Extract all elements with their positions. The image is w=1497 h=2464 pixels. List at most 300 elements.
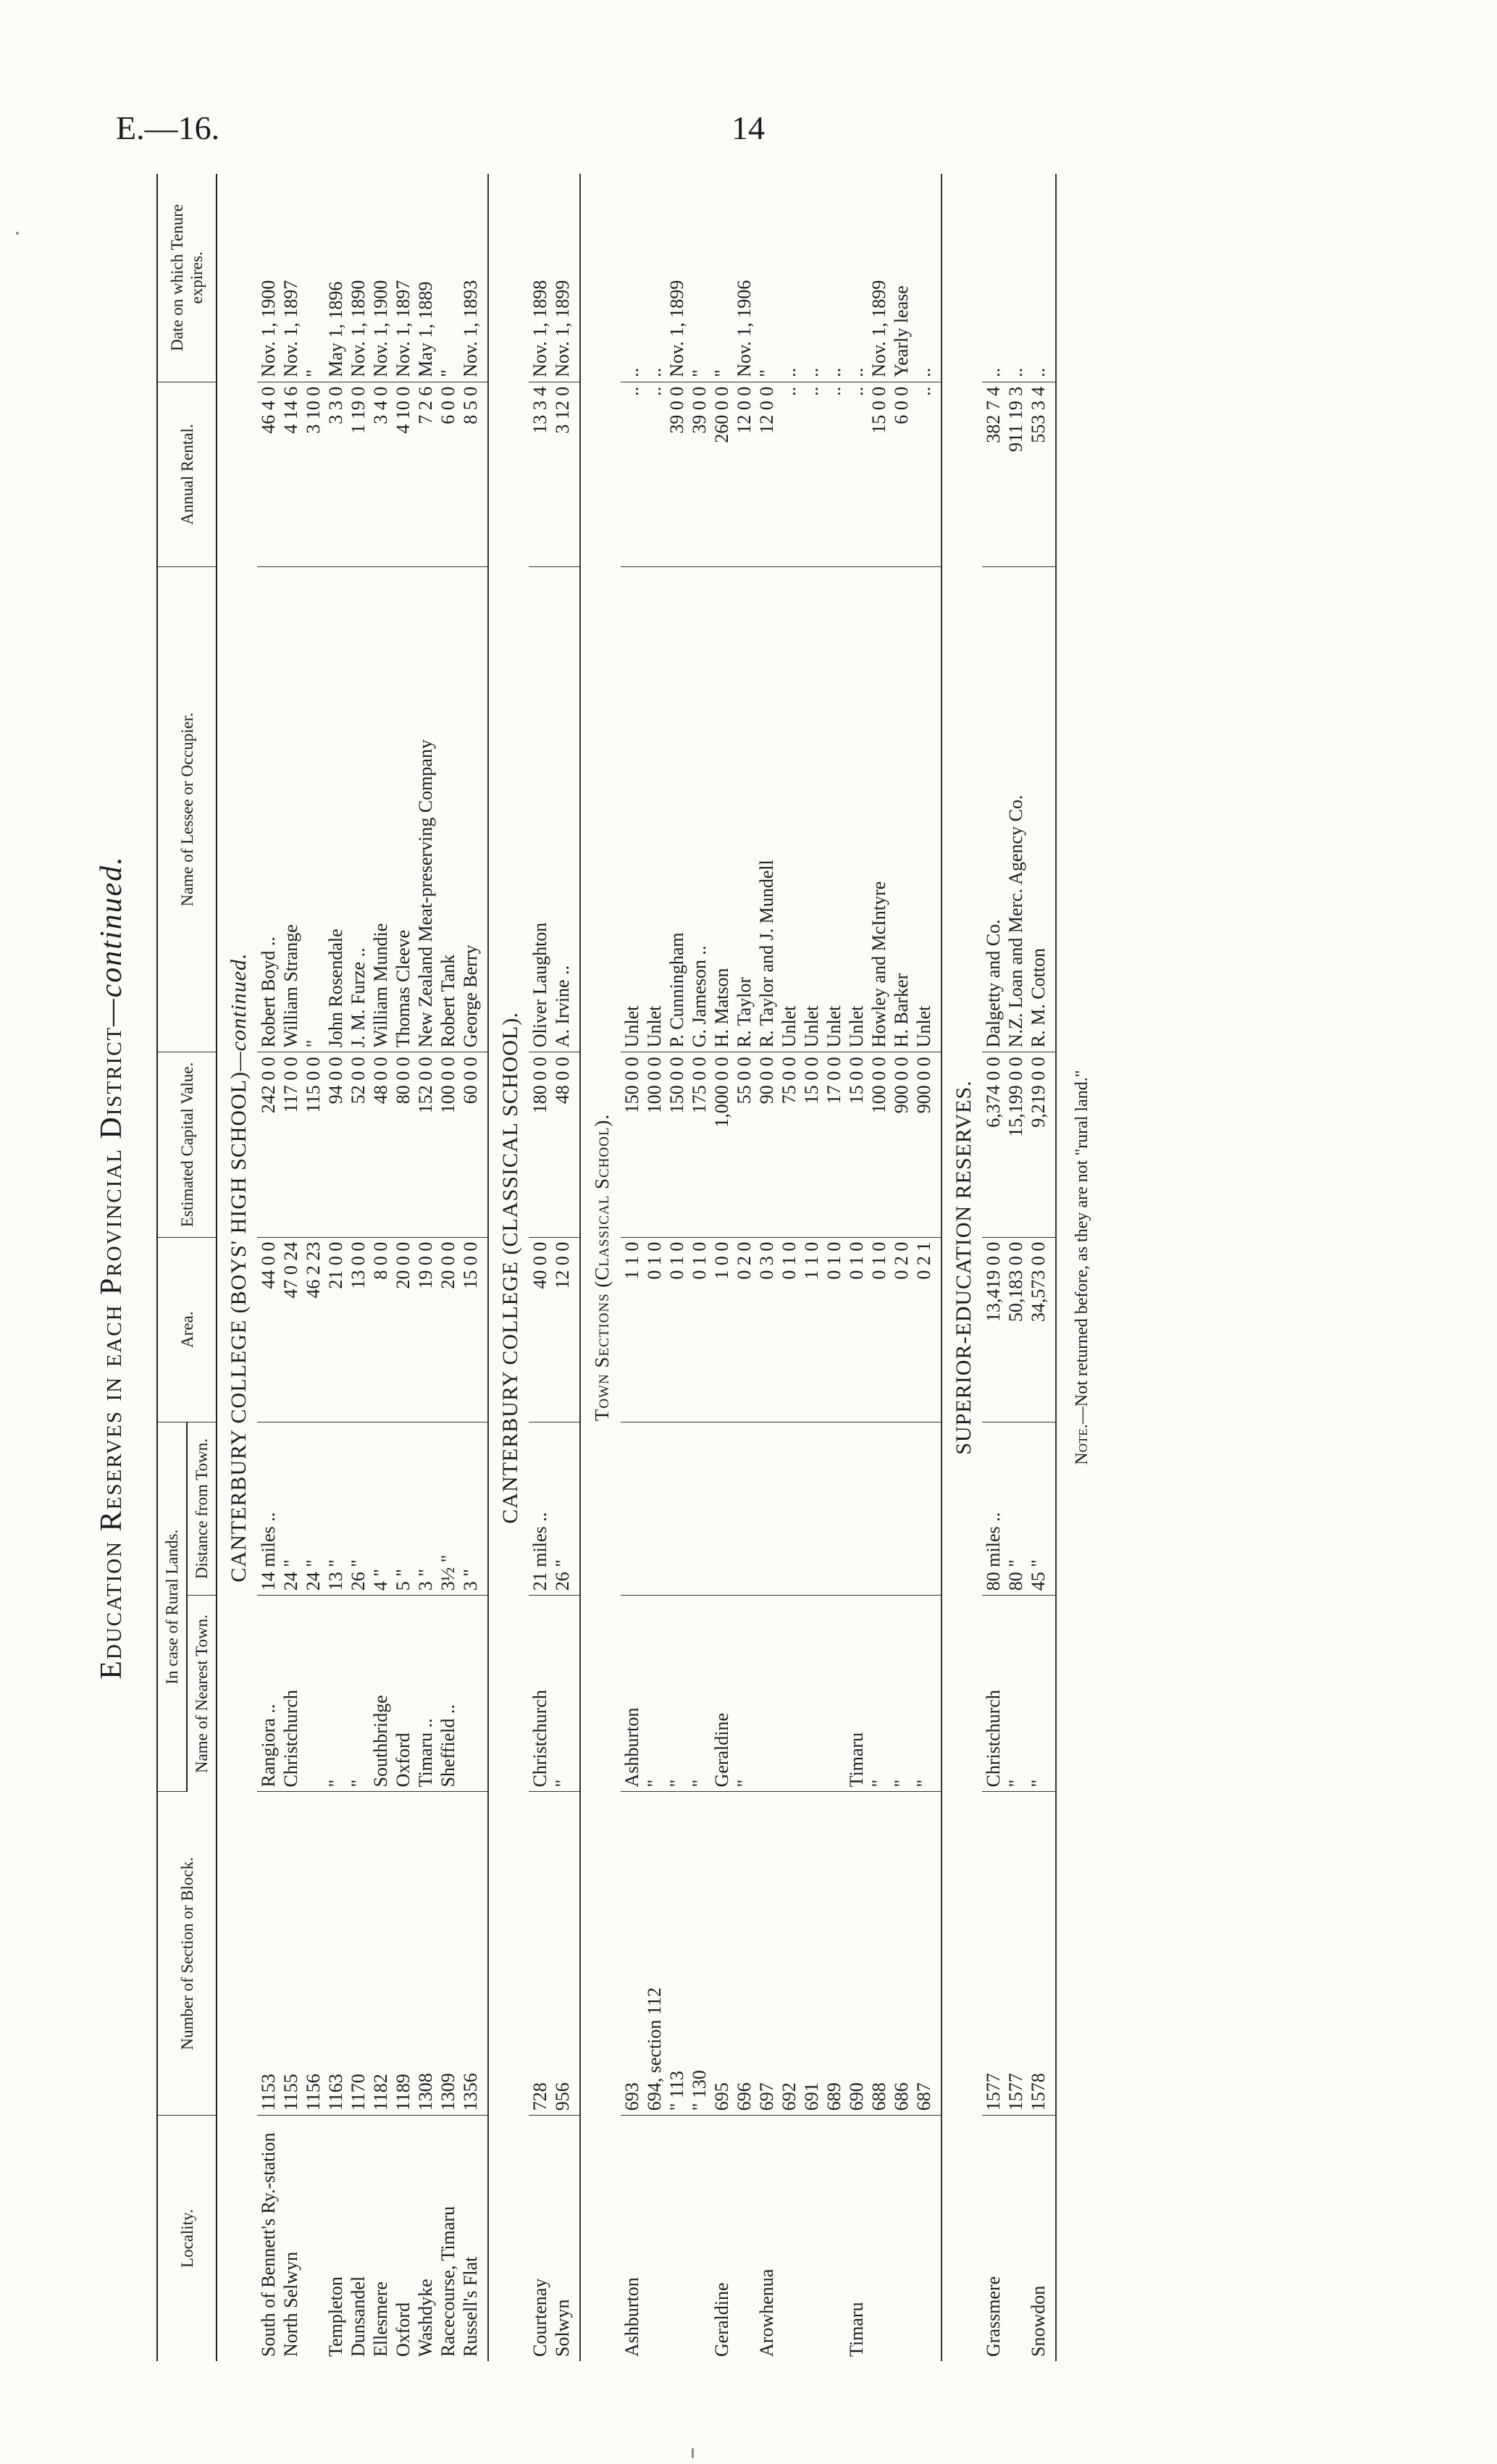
cell-locality: Oxford xyxy=(393,2302,414,2357)
cell-distance: 14 miles .. xyxy=(257,1422,280,1595)
cell-lessee: Unlet xyxy=(800,567,823,1052)
cell-lessee: Unlet xyxy=(621,567,643,1052)
cell-area: 0 1 0 xyxy=(823,1237,845,1422)
section-heading-row xyxy=(942,174,982,2361)
cell-tenure: Nov. 1, 1900 xyxy=(369,174,392,382)
cell-town xyxy=(823,1596,845,1792)
cell-section: 956 xyxy=(551,1792,580,2116)
cell-rental: 4 14 6 xyxy=(280,382,302,566)
cell-tenure: Nov. 1, 1899 xyxy=(666,174,688,382)
table-row xyxy=(414,174,437,2361)
cell-town: " xyxy=(324,1596,347,1792)
cell-section: 694, section 112 xyxy=(643,1792,666,2116)
table-row xyxy=(551,174,580,2361)
cell-town: " xyxy=(868,1596,890,1792)
cell-area: 15 0 0 xyxy=(459,1237,488,1422)
table-row xyxy=(845,174,868,2361)
cell-tenure: .. xyxy=(1027,174,1056,382)
cell-tenure: Nov. 1, 1893 xyxy=(459,174,488,382)
cell-tenure: .. xyxy=(823,174,845,382)
cell-distance: 26 " xyxy=(551,1422,580,1595)
cell-rental: .. xyxy=(823,382,845,566)
cell-town: Ashburton xyxy=(621,1596,643,1792)
cell-area: 0 3 0 xyxy=(755,1237,778,1422)
cell-rental: .. xyxy=(778,382,800,566)
table-row xyxy=(392,174,414,2361)
table-row xyxy=(621,174,643,2361)
cell-distance xyxy=(688,1422,710,1595)
cell-town: " xyxy=(347,1596,369,1792)
cell-town: " xyxy=(551,1596,580,1792)
cell-town: Rangiora .. xyxy=(257,1596,280,1792)
cell-section: 696 xyxy=(733,1792,755,2116)
cell-area: 1 0 0 xyxy=(710,1237,733,1422)
section-title: Town Sections (Classical School). xyxy=(591,1113,613,1422)
cell-lessee: William Strange xyxy=(280,567,302,1052)
cell-tenure: .. xyxy=(845,174,868,382)
cell-area: 34,573 0 0 xyxy=(1027,1237,1056,1422)
cell-tenure: .. xyxy=(800,174,823,382)
section-heading xyxy=(942,174,982,2361)
table-row xyxy=(257,174,280,2361)
cell-rental: .. xyxy=(913,382,942,566)
section-heading-row xyxy=(217,174,257,2361)
cell-capital: 1,000 0 0 xyxy=(710,1052,733,1237)
cell-town: " xyxy=(1005,1596,1027,1792)
cell-tenure: .. xyxy=(621,174,643,382)
cell-distance: 3 " xyxy=(459,1422,488,1595)
cell-distance xyxy=(868,1422,890,1595)
cell-area: 13 0 0 xyxy=(347,1237,369,1422)
cell-capital: 17 0 0 xyxy=(823,1052,845,1237)
cell-section: 689 xyxy=(823,1792,845,2116)
cell-area: 47 0 24 xyxy=(280,1237,302,1422)
cell-locality xyxy=(913,2116,942,2361)
cell-area: 0 2 1 xyxy=(913,1237,942,1422)
cell-lessee: P. Cunningham xyxy=(666,567,688,1052)
cell-area: 46 2 23 xyxy=(302,1237,324,1422)
cell-section: 693 xyxy=(621,1792,643,2116)
cell-lessee: " xyxy=(302,567,324,1052)
cell-capital: 900 0 0 xyxy=(890,1052,913,1237)
table-row xyxy=(890,174,913,2361)
footnote-text: —Not returned before, as they are not "rural land." xyxy=(1073,1070,1091,1425)
cell-tenure: Nov. 1, 1899 xyxy=(868,174,890,382)
cell-rental: 12 0 0 xyxy=(755,382,778,566)
cell-town: Christchurch xyxy=(529,1596,551,1792)
cell-locality: Arowhenua xyxy=(756,2268,777,2357)
cell-rental: 382 7 4 xyxy=(982,382,1005,566)
cell-area: 40 0 0 xyxy=(529,1237,551,1422)
cell-rental: 15 0 0 xyxy=(868,382,890,566)
header-capital: Estimated Capital Value. xyxy=(157,1052,217,1237)
cell-tenure: May 1, 1889 xyxy=(414,174,437,382)
cell-lessee: H. Barker xyxy=(890,567,913,1052)
cell-area: 19 0 0 xyxy=(414,1237,437,1422)
footnote-label: Note. xyxy=(1073,1424,1091,1465)
table-row xyxy=(800,174,823,2361)
cell-lessee: Howley and McIntyre xyxy=(868,567,890,1052)
cell-area: 0 1 0 xyxy=(643,1237,666,1422)
cell-distance xyxy=(710,1422,733,1595)
section-title: CANTERBURY COLLEGE (BOYS' HIGH SCHOOL) xyxy=(227,1070,251,1583)
cell-distance: 24 " xyxy=(280,1422,302,1595)
cell-area: 13,419 0 0 xyxy=(982,1237,1005,1422)
cell-locality xyxy=(890,2116,913,2361)
cell-section: 691 xyxy=(800,1792,823,2116)
cell-capital: 55 0 0 xyxy=(733,1052,755,1237)
table-row xyxy=(868,174,890,2361)
cell-town: " xyxy=(890,1596,913,1792)
cell-area: 50,183 0 0 xyxy=(1005,1237,1027,1422)
section-title: SUPERIOR-EDUCATION RESERVES. xyxy=(952,1080,976,1455)
cell-town: " xyxy=(1027,1596,1056,1792)
cell-locality: Ashburton xyxy=(621,2277,642,2357)
header-distance: Distance from Town. xyxy=(187,1422,217,1595)
cell-locality xyxy=(688,2116,710,2361)
cell-distance: 26 " xyxy=(347,1422,369,1595)
cell-section: 728 xyxy=(529,1792,551,2116)
table-row xyxy=(733,174,755,2361)
cell-section: 695 xyxy=(710,1792,733,2116)
cell-lessee: John Rosendale xyxy=(324,567,347,1052)
cell-rental: 39 0 0 xyxy=(688,382,710,566)
cell-area: 0 1 0 xyxy=(868,1237,890,1422)
cell-distance xyxy=(643,1422,666,1595)
cell-locality: Ellesmere xyxy=(370,2281,391,2357)
cell-capital: 152 0 0 xyxy=(414,1052,437,1237)
cell-capital: 175 0 0 xyxy=(688,1052,710,1237)
cell-tenure: .. xyxy=(1005,174,1027,382)
cell-area: 0 2 0 xyxy=(733,1237,755,1422)
cell-lessee: R. Taylor and J. Mundell xyxy=(755,567,778,1052)
scan-speck xyxy=(16,232,19,235)
cell-lessee: Dalgetty and Co. xyxy=(982,567,1005,1052)
cell-tenure: Nov. 1, 1890 xyxy=(347,174,369,382)
cell-rental: 3 10 0 xyxy=(302,382,324,566)
cell-town: Christchurch xyxy=(280,1596,302,1792)
cell-tenure: " xyxy=(710,174,733,382)
cell-capital: 15,199 0 0 xyxy=(1005,1052,1027,1237)
table-row xyxy=(437,174,459,2361)
document-title xyxy=(94,174,129,2361)
cell-lessee: J. M. Furze .. xyxy=(347,567,369,1052)
header-rural: In case of Rural Lands. xyxy=(157,1422,187,1792)
cell-tenure: May 1, 1896 xyxy=(324,174,347,382)
cell-section: 697 xyxy=(755,1792,778,2116)
cell-lessee: William Mundie xyxy=(369,567,392,1052)
cell-capital: 242 0 0 xyxy=(257,1052,280,1237)
cell-capital: 100 0 0 xyxy=(437,1052,459,1237)
cell-distance: 21 miles .. xyxy=(529,1422,551,1595)
cell-locality xyxy=(823,2116,845,2361)
cell-lessee: Oliver Laughton xyxy=(529,567,551,1052)
cell-locality xyxy=(800,2116,823,2361)
cell-section: 1182 xyxy=(369,1792,392,2116)
table-row xyxy=(982,174,1005,2361)
cell-distance xyxy=(845,1422,868,1595)
cell-tenure: Nov. 1, 1897 xyxy=(392,174,414,382)
header-section: Number of Section or Block. xyxy=(157,1792,217,2116)
cell-lessee: Unlet xyxy=(913,567,942,1052)
cell-lessee: George Berry xyxy=(459,567,488,1052)
cell-distance xyxy=(890,1422,913,1595)
table-row xyxy=(913,174,942,2361)
cell-distance: 45 " xyxy=(1027,1422,1056,1595)
cell-locality: Russell's Flat xyxy=(459,2116,488,2361)
section-title: CANTERBURY COLLEGE (CLASSICAL SCHOOL) xyxy=(498,1017,522,1524)
cell-locality: Solwyn xyxy=(551,2116,580,2361)
cell-rental: 3 4 0 xyxy=(369,382,392,566)
cell-locality: Dunsandel xyxy=(348,2276,369,2357)
cell-capital: 60 0 0 xyxy=(459,1052,488,1237)
cell-section: 688 xyxy=(868,1792,890,2116)
cell-section: 690 xyxy=(845,1792,868,2116)
table-body xyxy=(217,174,1056,2361)
cell-section: 1577 xyxy=(982,1792,1005,2116)
cell-lessee: Unlet xyxy=(643,567,666,1052)
cell-tenure: Nov. 1, 1897 xyxy=(280,174,302,382)
cell-distance: 13 " xyxy=(324,1422,347,1595)
title-text: Education Reserves in each Provincial District xyxy=(95,1026,128,1680)
cell-capital: 15 0 0 xyxy=(845,1052,868,1237)
cell-locality xyxy=(778,2116,800,2361)
cell-town: Sheffield .. xyxy=(437,1596,459,1792)
cell-area: 0 1 0 xyxy=(666,1237,688,1422)
cell-capital: 9,219 0 0 xyxy=(1027,1052,1056,1237)
cell-area: 1 1 0 xyxy=(800,1237,823,1422)
cell-area: 1 1 0 xyxy=(621,1237,643,1422)
cell-tenure: Nov. 1, 1900 xyxy=(257,174,280,382)
cell-lessee: Unlet xyxy=(778,567,800,1052)
cell-locality: North Selwyn xyxy=(280,2251,301,2357)
table-row xyxy=(823,174,845,2361)
cell-rental: 553 3 4 xyxy=(1027,382,1056,566)
cell-town xyxy=(302,1596,324,1792)
cell-section: 1155 xyxy=(280,1792,302,2116)
cell-locality: South of Bennett's Ry.-station xyxy=(258,2132,279,2357)
header-lessee: Name of Lessee or Occupier. xyxy=(157,567,217,1052)
cell-rental: 4 10 0 xyxy=(392,382,414,566)
header-tenure: Date on which Tenure expires. xyxy=(157,174,217,382)
table-row xyxy=(280,174,302,2361)
cell-lessee: A. Irvine .. xyxy=(551,567,580,1052)
cell-section: 1153 xyxy=(257,1792,280,2116)
cell-lessee: R. Taylor xyxy=(733,567,755,1052)
cell-tenure: " xyxy=(302,174,324,382)
section-heading xyxy=(580,174,621,2361)
cell-section: 1156 xyxy=(302,1792,324,2116)
cell-distance: 80 " xyxy=(1005,1422,1027,1595)
table-row xyxy=(755,174,778,2361)
cell-lessee: G. Jameson .. xyxy=(688,567,710,1052)
cell-town: " xyxy=(913,1596,942,1792)
table-row xyxy=(1005,174,1027,2361)
cell-distance: 3 " xyxy=(414,1422,437,1595)
cell-town: " xyxy=(666,1596,688,1792)
cell-lessee: Thomas Cleeve xyxy=(392,567,414,1052)
table-row xyxy=(459,174,488,2361)
cell-tenure: Nov. 1, 1898 xyxy=(529,174,551,382)
section-continued: —continued. xyxy=(227,952,251,1071)
cell-town: Oxford xyxy=(392,1596,414,1792)
table-row xyxy=(302,174,324,2361)
cell-section: " 113 xyxy=(666,1792,688,2116)
cell-locality: Templeton xyxy=(325,2276,346,2357)
cell-section: 687 xyxy=(913,1792,942,2116)
cell-rental: 8 5 0 xyxy=(459,382,488,566)
cell-distance: 4 " xyxy=(369,1422,392,1595)
cell-distance: 5 " xyxy=(392,1422,414,1595)
cell-rental: 13 3 4 xyxy=(529,382,551,566)
section-heading-row xyxy=(488,174,529,2361)
cell-town xyxy=(755,1596,778,1792)
rotated-table-container xyxy=(94,174,1362,2361)
cell-tenure: Nov. 1, 1899 xyxy=(551,174,580,382)
cell-rental: .. xyxy=(800,382,823,566)
table-row xyxy=(710,174,733,2361)
cell-rental: 39 0 0 xyxy=(666,382,688,566)
cell-town: Southbridge xyxy=(369,1596,392,1792)
cell-locality: Grassmere xyxy=(983,2276,1004,2357)
cell-town xyxy=(800,1596,823,1792)
section-heading-row xyxy=(580,174,621,2361)
section-heading xyxy=(488,174,529,2361)
cell-capital: 117 0 0 xyxy=(280,1052,302,1237)
cell-area: 0 1 0 xyxy=(688,1237,710,1422)
cell-section: 1163 xyxy=(324,1792,347,2116)
cell-distance xyxy=(755,1422,778,1595)
cell-town: Timaru xyxy=(845,1596,868,1792)
cell-locality xyxy=(643,2116,666,2361)
cell-area: 20 0 0 xyxy=(437,1237,459,1422)
cell-locality: Courtenay xyxy=(529,2278,550,2357)
cell-rental: 46 4 0 xyxy=(257,382,280,566)
cell-section: 686 xyxy=(890,1792,913,2116)
cell-section: 1309 xyxy=(437,1792,459,2116)
cell-capital: 180 0 0 xyxy=(529,1052,551,1237)
cell-capital: 100 0 0 xyxy=(868,1052,890,1237)
cell-rental: .. xyxy=(845,382,868,566)
cell-distance xyxy=(800,1422,823,1595)
table-row xyxy=(1027,174,1056,2361)
cell-locality xyxy=(666,2116,688,2361)
header-town: Name of Nearest Town. xyxy=(187,1596,217,1792)
table-row xyxy=(324,174,347,2361)
cell-section: 1189 xyxy=(392,1792,414,2116)
table-row xyxy=(778,174,800,2361)
table-row xyxy=(688,174,710,2361)
table-row xyxy=(666,174,688,2361)
cell-lessee: Robert Tank xyxy=(437,567,459,1052)
cell-rental: 12 0 0 xyxy=(733,382,755,566)
table-row xyxy=(369,174,392,2361)
cell-capital: 6,374 0 0 xyxy=(982,1052,1005,1237)
cell-lessee: Unlet xyxy=(823,567,845,1052)
cell-rental: .. xyxy=(643,382,666,566)
cell-area: 0 1 0 xyxy=(845,1237,868,1422)
table-row xyxy=(347,174,369,2361)
cell-capital: 52 0 0 xyxy=(347,1052,369,1237)
cell-area: 20 0 0 xyxy=(392,1237,414,1422)
header-locality: Locality. xyxy=(157,2116,217,2361)
cell-town: Timaru .. xyxy=(414,1596,437,1792)
cell-distance xyxy=(823,1422,845,1595)
cell-tenure: " xyxy=(688,174,710,382)
cell-lessee: N.Z. Loan and Merc. Agency Co. xyxy=(1005,567,1027,1052)
cell-distance xyxy=(621,1422,643,1595)
cell-tenure: Nov. 1, 1906 xyxy=(733,174,755,382)
cell-locality: Snowdon xyxy=(1027,2116,1056,2361)
cell-capital: 100 0 0 xyxy=(643,1052,666,1237)
cell-section: 692 xyxy=(778,1792,800,2116)
cell-lessee: Unlet xyxy=(845,567,868,1052)
cell-distance: 3½ " xyxy=(437,1422,459,1595)
header-rental: Annual Rental. xyxy=(157,382,217,566)
cell-tenure: Yearly lease xyxy=(890,174,913,382)
cell-capital: 115 0 0 xyxy=(302,1052,324,1237)
header-area: Area. xyxy=(157,1237,217,1422)
cell-capital: 150 0 0 xyxy=(666,1052,688,1237)
cell-town: Christchurch xyxy=(982,1596,1005,1792)
cell-rental: .. xyxy=(621,382,643,566)
cell-locality: Geraldine xyxy=(711,2282,732,2357)
cell-section: 1356 xyxy=(459,1792,488,2116)
page-number: 14 xyxy=(731,109,765,146)
table-row xyxy=(643,174,666,2361)
cell-tenure: " xyxy=(437,174,459,382)
cell-town: " xyxy=(688,1596,710,1792)
cell-capital: 15 0 0 xyxy=(800,1052,823,1237)
cell-distance xyxy=(913,1422,942,1595)
cell-rental: 7 2 6 xyxy=(414,382,437,566)
cell-rental: 911 19 3 xyxy=(1005,382,1027,566)
cell-area: 0 2 0 xyxy=(890,1237,913,1422)
section-heading xyxy=(217,174,257,2361)
cell-area: 44 0 0 xyxy=(257,1237,280,1422)
cell-section: 1308 xyxy=(414,1792,437,2116)
section-continued: . xyxy=(498,1011,522,1018)
cell-capital: 150 0 0 xyxy=(621,1052,643,1237)
page-label: E.—16. xyxy=(116,109,220,146)
cell-capital: 75 0 0 xyxy=(778,1052,800,1237)
cell-locality: Timaru xyxy=(846,2302,867,2357)
cell-distance: 24 " xyxy=(302,1422,324,1595)
cell-lessee: New Zealand Meat-preserving Company xyxy=(414,567,437,1052)
title-continued: —continued. xyxy=(95,855,128,1026)
cell-area: 12 0 0 xyxy=(551,1237,580,1422)
cell-distance xyxy=(666,1422,688,1595)
cell-capital: 94 0 0 xyxy=(324,1052,347,1237)
cell-area: 8 0 0 xyxy=(369,1237,392,1422)
cell-rental: 1 19 0 xyxy=(347,382,369,566)
cell-locality xyxy=(733,2116,755,2361)
cell-locality: Racecourse, Timaru xyxy=(437,2206,458,2357)
cell-rental: 3 12 0 xyxy=(551,382,580,566)
table-row xyxy=(529,174,551,2361)
scan-speck xyxy=(692,2448,694,2458)
cell-tenure: .. xyxy=(643,174,666,382)
cell-section: 1170 xyxy=(347,1792,369,2116)
cell-town xyxy=(778,1596,800,1792)
cell-town: " xyxy=(733,1596,755,1792)
cell-tenure: .. xyxy=(913,174,942,382)
cell-town xyxy=(459,1596,488,1792)
cell-section: " 130 xyxy=(688,1792,710,2116)
cell-distance xyxy=(733,1422,755,1595)
cell-area: 0 1 0 xyxy=(778,1237,800,1422)
reserves-table xyxy=(156,174,1057,2361)
